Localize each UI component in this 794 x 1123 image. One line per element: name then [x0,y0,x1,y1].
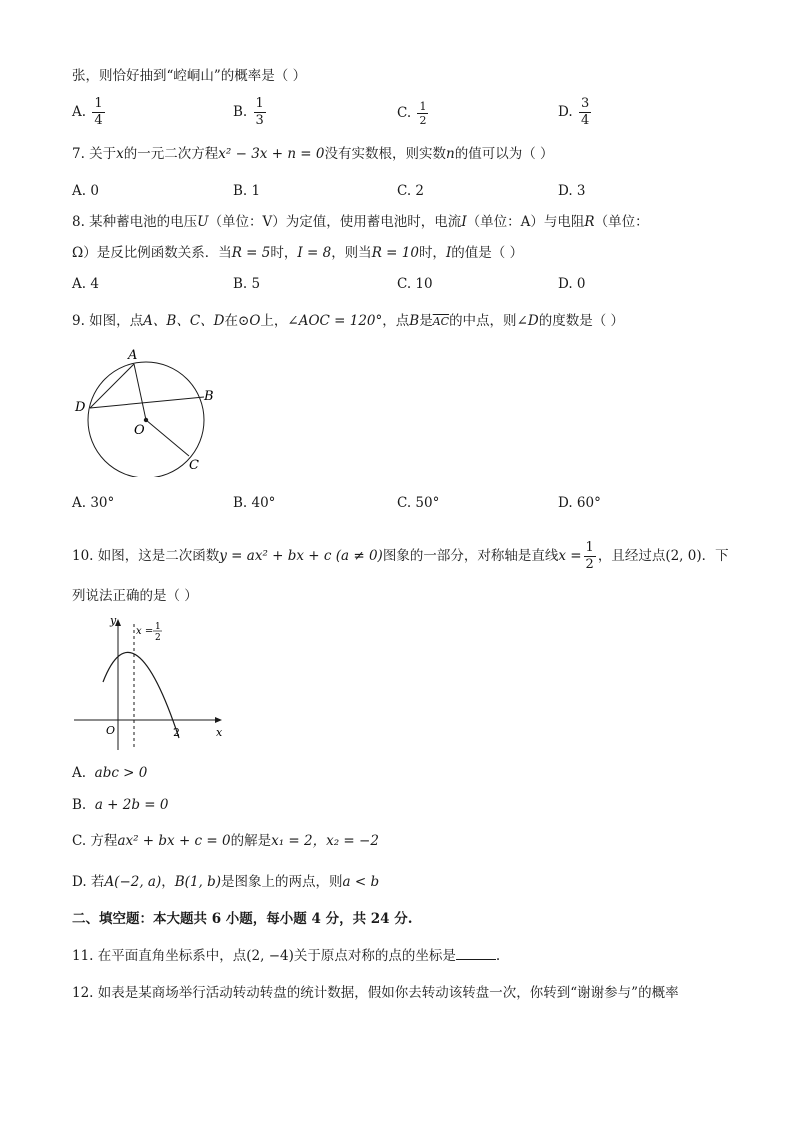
q6-option-c: C. $\frac{1}{2}$ [397,100,427,127]
q10-option-c: C. 方程ax² + bx + c = 0的解是x₁ = 2，x₂ = −2 [72,833,379,849]
q12-stem: 12. 如表是某商场举行活动转动转盘的统计数据，假如你去转动该转盘一次，你转到“谢谢参与”的概率 [72,985,679,1001]
section-2-title: 二、填空题：本大题共 6 小题，每小题 4 分，共 24 分. [72,911,413,927]
x-axis-arrow [215,717,222,723]
q9-option-c: C. 50° [397,495,440,511]
fraction: $\frac{3}{4}$ [580,96,590,128]
label-axis: x = [136,626,154,637]
q9-option-d: D. 60° [558,495,601,511]
label-axis-den: 2 [155,633,161,643]
label-b: B [204,389,214,404]
q8-option-a: A. 4 [72,276,99,292]
radius-oc [146,420,189,456]
q8-option-d: D. 0 [558,276,586,292]
q8-option-c: C. 10 [397,276,433,292]
q9-option-b: B. 40° [233,495,276,511]
label-y: y [110,614,117,627]
q9-option-a: A. 30° [72,495,115,511]
chord-da [90,364,134,408]
label-axis-num: 1 [155,622,161,632]
label-c: C [189,458,199,473]
label-two: 2 [173,726,180,739]
fraction: $\frac{1}{2}$ [419,100,427,127]
center-dot [144,418,148,422]
q10-option-a: A. abc > 0 [72,765,148,781]
q7-option-c: C. 2 [397,183,425,199]
q6-option-b: B. $\frac{1}{3}$ [233,96,264,128]
label-origin: O [106,724,116,737]
q10-option-d: D. 若A(−2, a)，B(1, b)是图象上的两点，则a < b [72,874,380,890]
q6-stem: 张，则恰好抽到“崆峒山”的概率是（ ） [72,68,307,84]
q8-option-b: B. 5 [233,276,261,292]
answer-blank [456,945,496,960]
fraction: $\frac{1}{2}$ [585,540,594,572]
q10-stem-line1: 10. 如图，这是二次函数y = ax² + bx + c (a ≠ 0)图象的一部分，对称轴是直线x = $\frac{1}{2}$ ，且经过点(2, 0)．下 [72,540,729,572]
q6-option-d: D. $\frac{3}{4}$ [558,96,590,128]
q6-option-a: A. $\frac{1}{4}$ [72,96,103,128]
label-a: A [128,348,138,363]
q11-stem: 11. 在平面直角坐标系中，点(2, −4)关于原点对称的点的坐标是 . [72,945,500,966]
q7-option-a: A. 0 [72,183,99,199]
parabola-figure [70,612,230,752]
fraction: $\frac{1}{4}$ [94,96,103,128]
chord-db [90,397,204,408]
label-o: O [134,423,145,438]
circle-figure [70,342,230,477]
q7-option-d: D. 3 [558,183,586,199]
q7-option-b: B. 1 [233,183,261,199]
q10-option-b: B. a + 2b = 0 [72,797,169,813]
label-d: D [75,400,86,415]
q9-stem: 9. 如图，点A、B、C、D在⊙O上，∠AOC = 120°，点B是$\overline{AC}$的中点，则∠D的度数是（ ） [72,313,624,329]
q8-stem-line2: Ω）是反比例函数关系．当R = 5时，I = 8，则当R = 10时，I的值是（ ） [72,245,524,261]
label-x: x [216,726,223,739]
fraction: $\frac{1}{3}$ [255,96,264,128]
q10-stem-line2: 列说法正确的是（ ） [72,588,198,604]
radius-oa [134,364,146,420]
q8-stem-line1: 8. 某种蓄电池的电压U（单位：V）为定值，使用蓄电池时，电流I（单位：A）与电阻R（单位： [72,214,649,230]
q7-stem: 7. 关于x的一元二次方程x² − 3x + n = 0没有实数根，则实数n的值可以为（ ） [72,146,554,162]
